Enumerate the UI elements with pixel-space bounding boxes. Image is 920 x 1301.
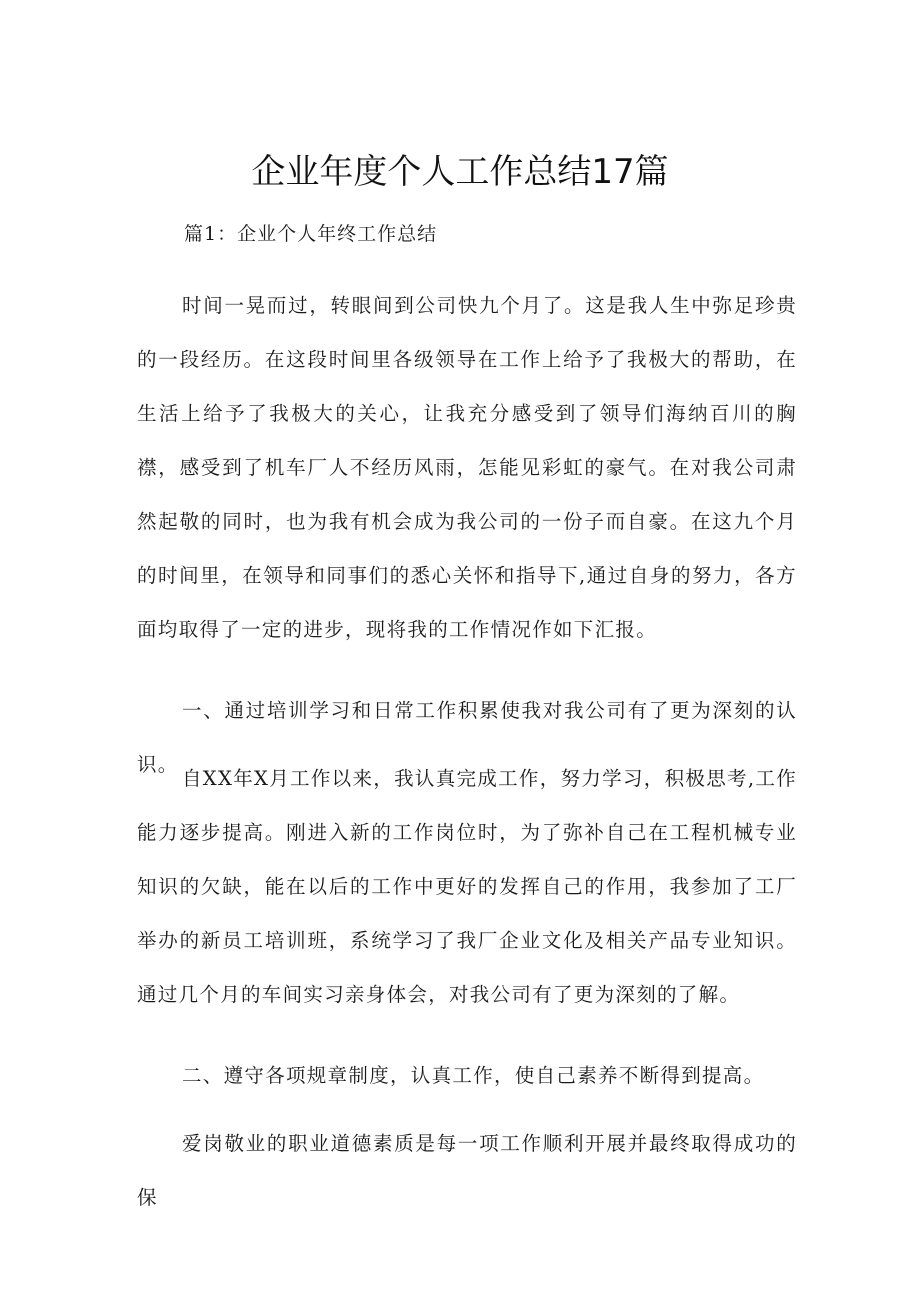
body-paragraph-intro: 时间一晃而过，转眼间到公司快九个月了。这是我人生中弥足珍贵的一段经历。在这段时间里各级领导在工作上给予了我极大的帮助，在生活上给予了我极大的关心，让我充分感受到了领导们海纳百川的胸襟，感受到了机车厂人不经历风雨，怎能见彩虹的豪气。在对我公司肃然起敬的同时，也为我有机会成为我公司的一份子而自豪。在这九个月的时间里，在领导和同事们的悉心关怀和指导下,通过自身的努力，各方面均取得了一定的进步，现将我的工作情况作如下汇报。 xyxy=(137,294,797,641)
section-heading-1: 一、通过培训学习和日常工作积累使我对我公司有了更为深刻的认识。 xyxy=(137,699,797,776)
document-title: 企业年度个人工作总结17篇 xyxy=(251,152,669,192)
section-heading-2: 二、遵守各项规章制度，认真工作，使自己素养不断得到提高。 xyxy=(182,1064,765,1087)
body-paragraph-section-2: 爱岗敬业的职业道德素质是每一项工作顺利开展并最终取得成功的保 xyxy=(137,1132,797,1209)
article-heading: 篇1：企业个人年终工作总结 xyxy=(184,223,438,245)
body-paragraph-section-1: 自XX年X月工作以来，我认真完成工作，努力学习，积极思考,工作能力逐步提高。刚进入新的工作岗位时，为了弥补自己在工程机械专业知识的欠缺，能在以后的工作中更好的发挥自己的作用，我参加了工厂举办的新员工培训班，系统学习了我厂企业文化及相关产品专业知识。通过几个月的车间实习亲身体会，对我公司有了更为深刻的了解。 xyxy=(137,767,797,1006)
